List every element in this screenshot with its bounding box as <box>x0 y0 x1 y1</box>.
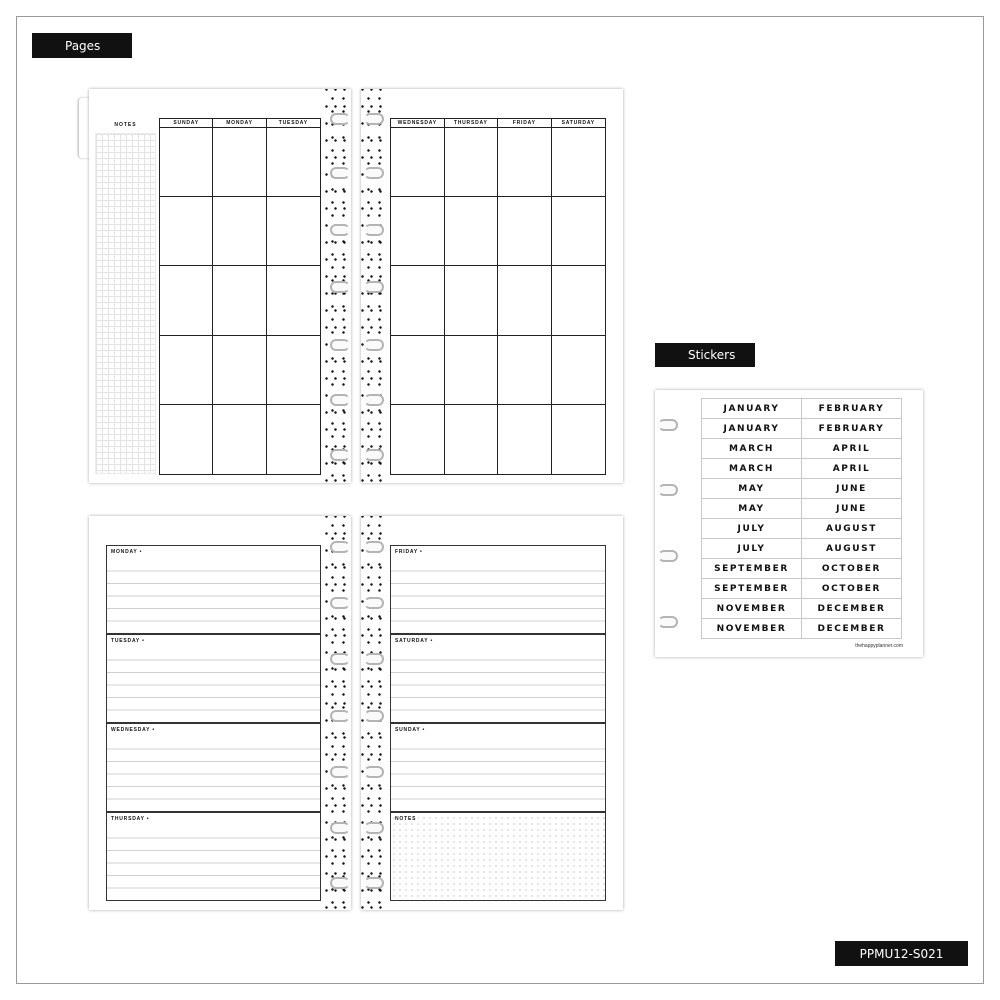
calendar-cell <box>498 336 552 405</box>
monthly-notes-label: NOTES <box>114 122 137 128</box>
binder-ring <box>364 597 384 609</box>
sticker-row <box>702 479 902 499</box>
calendar-cell <box>267 128 320 197</box>
monthly-left-page <box>89 89 351 483</box>
calendar-cell <box>213 266 266 335</box>
month-sticker[interactable]: SEPTEMBER <box>702 579 802 599</box>
binder-ring <box>330 877 350 889</box>
calendar-cell <box>445 405 499 474</box>
month-sticker[interactable]: JUNE <box>802 499 902 519</box>
binder-ring <box>330 449 350 461</box>
monthly-right-page <box>361 89 623 483</box>
month-sticker[interactable]: SEPTEMBER <box>702 559 802 579</box>
sticker-row <box>702 619 902 639</box>
calendar-cell <box>267 336 320 405</box>
binder-ring <box>330 339 350 351</box>
binder-ring <box>364 766 384 778</box>
calendar-cell <box>391 128 445 197</box>
binder-ring <box>364 281 384 293</box>
calendar-cell <box>160 197 213 266</box>
calendar-day-header: SATURDAY <box>552 119 606 128</box>
binder-ring <box>330 766 350 778</box>
binder-ring <box>658 419 678 431</box>
calendar-cell <box>213 405 266 474</box>
day-label-thursday: THURSDAY • <box>111 816 150 822</box>
binder-ring <box>364 822 384 834</box>
binder-ring <box>364 113 384 125</box>
product-code: PPMU12-S021 <box>835 941 968 966</box>
month-sticker[interactable]: OCTOBER <box>802 559 902 579</box>
binder-ring <box>364 541 384 553</box>
calendar-cell <box>498 197 552 266</box>
sticker-row <box>702 399 902 419</box>
calendar-cell <box>213 336 266 405</box>
calendar-day-header: FRIDAY <box>498 119 552 128</box>
calendar-day-header: MONDAY <box>213 119 266 128</box>
calendar-day-header: WEDNESDAY <box>391 119 445 128</box>
month-sticker[interactable]: FEBRUARY <box>802 419 902 439</box>
calendar-cell <box>391 405 445 474</box>
month-sticker[interactable]: MAY <box>702 479 802 499</box>
sticker-row <box>702 419 902 439</box>
binder-ring <box>330 394 350 406</box>
calendar-cell <box>445 336 499 405</box>
month-sticker[interactable]: OCTOBER <box>802 579 902 599</box>
calendar-cell <box>160 336 213 405</box>
monthly-calendar-right <box>390 118 606 475</box>
binder-ring <box>658 616 678 628</box>
binder-ring <box>364 224 384 236</box>
binder-ring <box>364 394 384 406</box>
monthly-calendar-left <box>159 118 321 475</box>
binder-ring <box>330 224 350 236</box>
brand-url: thehappyplanner.com <box>855 643 903 649</box>
binder-ring <box>330 822 350 834</box>
binder-ring <box>330 653 350 665</box>
sticker-sheet <box>655 390 923 657</box>
weekly-day-wednesday <box>106 723 321 812</box>
month-sticker[interactable]: FEBRUARY <box>802 399 902 419</box>
day-label-wednesday: WEDNESDAY • <box>111 727 155 733</box>
calendar-cell <box>498 405 552 474</box>
weekly-left-page <box>89 516 351 910</box>
month-sticker[interactable]: JULY <box>702 539 802 559</box>
calendar-cell <box>160 128 213 197</box>
calendar-cell <box>267 197 320 266</box>
calendar-cell <box>498 266 552 335</box>
weekly-right-page <box>361 516 623 910</box>
weekly-day-friday <box>390 545 606 634</box>
calendar-cell <box>160 405 213 474</box>
calendar-cell <box>213 128 266 197</box>
binder-ring <box>330 541 350 553</box>
binder-ring <box>364 877 384 889</box>
month-sticker[interactable]: DECEMBER <box>802 599 902 619</box>
binder-ring <box>658 484 678 496</box>
sticker-row <box>702 579 902 599</box>
binder-ring <box>330 597 350 609</box>
binder-ring <box>330 167 350 179</box>
calendar-cell <box>267 266 320 335</box>
weekly-day-monday <box>106 545 321 634</box>
sticker-row <box>702 499 902 519</box>
calendar-cell <box>552 405 606 474</box>
month-sticker[interactable]: APRIL <box>802 439 902 459</box>
binder-ring <box>658 550 678 562</box>
weekly-notes-box <box>390 812 606 901</box>
month-sticker[interactable]: MARCH <box>702 439 802 459</box>
monthly-notes-column <box>95 119 156 474</box>
calendar-cell <box>391 197 445 266</box>
calendar-cell <box>267 405 320 474</box>
calendar-cell <box>552 128 606 197</box>
month-sticker[interactable]: JANUARY <box>702 399 802 419</box>
stickers-label: Stickers <box>655 343 755 367</box>
calendar-cell <box>498 128 552 197</box>
calendar-cell <box>552 266 606 335</box>
weekly-notes-label: NOTES <box>395 816 417 822</box>
pages-label: Pages <box>32 33 132 58</box>
sticker-row <box>702 539 902 559</box>
month-sticker[interactable]: NOVEMBER <box>702 599 802 619</box>
calendar-cell <box>391 336 445 405</box>
calendar-day-header: SUNDAY <box>160 119 213 128</box>
day-label-friday: FRIDAY • <box>395 549 423 555</box>
calendar-day-header: THURSDAY <box>445 119 499 128</box>
month-sticker[interactable]: AUGUST <box>802 519 902 539</box>
binder-ring <box>330 710 350 722</box>
calendar-cell <box>445 197 499 266</box>
day-label-saturday: SATURDAY • <box>395 638 433 644</box>
month-sticker[interactable]: JULY <box>702 519 802 539</box>
monthly-notes-grid <box>95 133 156 474</box>
calendar-cell <box>445 266 499 335</box>
month-sticker[interactable]: JANUARY <box>702 419 802 439</box>
binder-ring <box>330 281 350 293</box>
calendar-cell <box>391 266 445 335</box>
month-sticker-table <box>701 398 902 639</box>
month-sticker[interactable]: AUGUST <box>802 539 902 559</box>
weekly-day-sunday <box>390 723 606 812</box>
month-sticker[interactable]: JUNE <box>802 479 902 499</box>
weekly-day-tuesday <box>106 634 321 723</box>
sticker-row <box>702 559 902 579</box>
binder-ring <box>364 653 384 665</box>
sticker-row <box>702 439 902 459</box>
weekly-day-thursday <box>106 812 321 901</box>
calendar-cell <box>552 336 606 405</box>
sticker-row <box>702 519 902 539</box>
day-label-monday: MONDAY • <box>111 549 143 555</box>
calendar-day-header: TUESDAY <box>267 119 320 128</box>
binder-ring <box>364 710 384 722</box>
day-label-tuesday: TUESDAY • <box>111 638 145 644</box>
sticker-row <box>702 599 902 619</box>
calendar-cell <box>160 266 213 335</box>
binder-ring <box>330 113 350 125</box>
day-label-sunday: SUNDAY • <box>395 727 426 733</box>
month-sticker[interactable]: APRIL <box>802 459 902 479</box>
weekly-day-saturday <box>390 634 606 723</box>
month-sticker[interactable]: DECEMBER <box>802 619 902 639</box>
binder-ring <box>364 339 384 351</box>
calendar-cell <box>552 197 606 266</box>
month-sticker[interactable]: MARCH <box>702 459 802 479</box>
calendar-cell <box>213 197 266 266</box>
binder-ring <box>364 167 384 179</box>
sticker-row <box>702 459 902 479</box>
month-sticker[interactable]: MAY <box>702 499 802 519</box>
month-sticker[interactable]: NOVEMBER <box>702 619 802 639</box>
calendar-cell <box>445 128 499 197</box>
binder-ring <box>364 449 384 461</box>
